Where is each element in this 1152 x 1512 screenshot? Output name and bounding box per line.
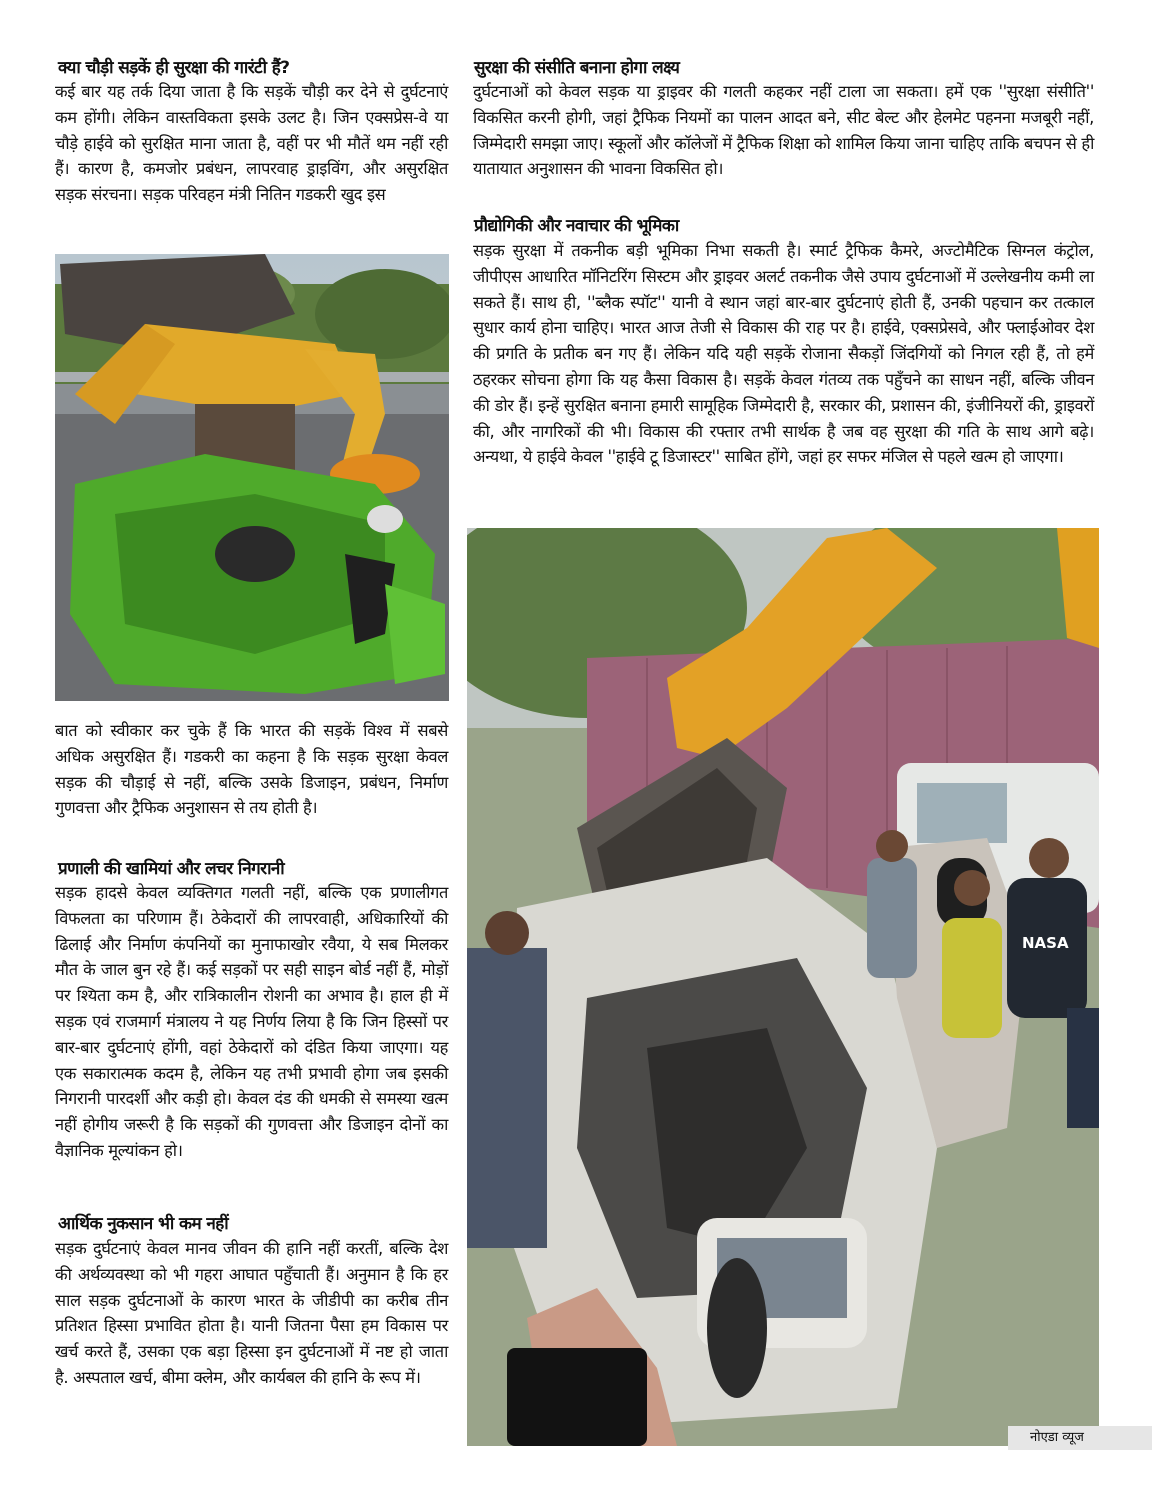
left-heading-economic-loss: आर्थिक नुकसान भी कम नहीं [58,1214,229,1234]
right-heading-technology: प्रौद्योगिकी और नवाचार की भूमिका [474,216,679,236]
left-para-wide-roads: कई बार यह तर्क दिया जाता है कि सड़कें चौड़ी कर देने से दुर्घटनाएं कम होंगी। लेकिन वास्तविकता इसके उलट है। जिन एक्सप्रेस-वे या चौड़े हाईवे को सुरक्षित माना जाता है, वहीं पर भी मौतें थम नहीं रही हैं। कारण है, कमजोर प्रबंधन, लापरवाह ड्राइविंग, और असुरक्षित सड़क संरचना। सड़क परिवहन मंत्री नितिन गडकरी खुद इस [55,82,448,205]
left-heading-system-flaws: प्रणाली की खामियां और लचर निगरानी [58,859,285,879]
publication-footer-label: नोएडा व्यूज [1008,1426,1152,1450]
crashed-auto-rickshaw-photo [55,254,449,701]
left-heading-wide-roads: क्या चौड़ी सड़कें ही सुरक्षा की गारंटी हैं? [58,58,290,78]
nasa-tshirt-text: NASA [1022,934,1069,952]
left-para-system-flaws: सड़क हादसे केवल व्यक्तिगत गलती नहीं, बल्कि एक प्रणालीगत विफलता का परिणाम हैं। ठेकेदारों की लापरवाही, अधिकारियों की ढिलाई और निर्माण कंपनियों का मुनाफाखोर रवैया, ये सब मिलकर मौत के जाल बुन रहे हैं। कई सड़कों पर सही साइन बोर्ड नहीं हैं, मोड़ों पर श्यिता कम है, और रात्रिकालीन रोशनी का अभाव है। हाल ही में सड़क एवं राजमार्ग मंत्रालय ने यह निर्णय लिया है कि जिन हिस्सों पर बार-बार दुर्घटनाएं होंगी, वहां ठेकेदारों को दंडित किया जाएगा। यह एक सकारात्मक कदम है, लेकिन यह तभी प्रभावी होगा जब इसकी निगरानी पारदर्शी और कड़ी हो। केवल दंड की धमकी से समस्या खत्म नहीं होगीय जरूरी है कि सड़कों की गुणवत्ता और डिजाइन दोनों का वैज्ञानिक मूल्यांकन हो। [55,883,448,1160]
right-heading-safety-culture: सुरक्षा की संसीति बनाना होगा लक्ष्य [474,58,680,78]
right-para-technology: सड़क सुरक्षा में तकनीक बड़ी भूमिका निभा सकती है। स्मार्ट ट्रैफिक कैमरे, अज्टोमैटिक सिग्नल कंट्रोल, जीपीएस आधारित मॉनिटरिंग सिस्टम और ड्राइवर अलर्ट तकनीक जैसे उपाय दुर्घटनाओं में उल्लेखनीय कमी ला सकते हैं। साथ ही, ''ब्लैक स्पॉट'' यानी वे स्थान जहां बार-बार दुर्घटनाएं होती हैं, उनकी पहचान कर तत्काल सुधार कार्य होना चाहिए। भारत आज तेजी से विकास की राह पर है। हाईवे, एक्सप्रेसवे, और फ्लाईओवर देश की प्रगति के प्रतीक बन गए हैं। लेकिन यदि यही सड़कें रोजाना सैकड़ों जिंदगियों को निगल रही हैं, तो हमें ठहरकर सोचना होगा कि यह कैसा विकास है। सड़कें केवल गंतव्य तक पहुँचने का साधन नहीं, बल्कि जीवन की डोर हैं। इन्हें सुरक्षित बनाना हमारी सामूहिक जिम्मेदारी है, सरकार की, प्रशासन की, इंजीनियरों की, ड्राइवरों की, और नागरिकों की भी। विकास की रफ्तार तभी सार्थक है जब वह सुरक्षा की गति के साथ आगे बढ़े। अन्यथा, ये हाईवे केवल ''हाईवे टू डिजास्टर'' साबित होंगे, जहां हर सफर मंजिल से पहले खत्म हो जाएगा। [473,241,1094,467]
left-para-gadkari: बात को स्वीकार कर चुके हैं कि भारत की सड़कें विश्व में सबसे अधिक असुरक्षित हैं। गडकरी का कहना है कि सड़क सुरक्षा केवल सड़क की चौड़ाई से नहीं, बल्कि उसके डिजाइन, प्रबंधन, निर्माण गुणवत्ता और ट्रैफिक अनुशासन से तय होती है। [55,721,448,818]
excavator-crash-photo [467,528,1099,1446]
right-para-safety-culture: दुर्घटनाओं को केवल सड़क या ड्राइवर की गलती कहकर नहीं टाला जा सकता। हमें एक ''सुरक्षा संसीति'' विकसित करनी होगी, जहां ट्रैफिक नियमों का पालन आदत बने, सीट बेल्ट और हेलमेट पहनना मजबूरी नहीं, जिम्मेदारी समझा जाए। स्कूलों और कॉलेजों में ट्रैफिक शिक्षा को शामिल किया जाना चाहिए ताकि बचपन से ही यातायात अनुशासन की भावना विकसित हो। [473,82,1094,179]
left-para-economic-loss: सड़क दुर्घटनाएं केवल मानव जीवन की हानि नहीं करतीं, बल्कि देश की अर्थव्यवस्था को भी गहरा आघात पहुँचाती हैं। अनुमान है कि हर साल सड़क दुर्घटनाओं के कारण भारत के जीडीपी का करीब तीन प्रतिशत हिस्सा प्रभावित होता है। यानी जितना पैसा हम विकास पर खर्च करते हैं, उसका एक बड़ा हिस्सा इन दुर्घटनाओं में नष्ट हो जाता है. अस्पताल खर्च, बीमा क्लेम, और कार्यबल की हानि के रूप में। [55,1239,448,1387]
